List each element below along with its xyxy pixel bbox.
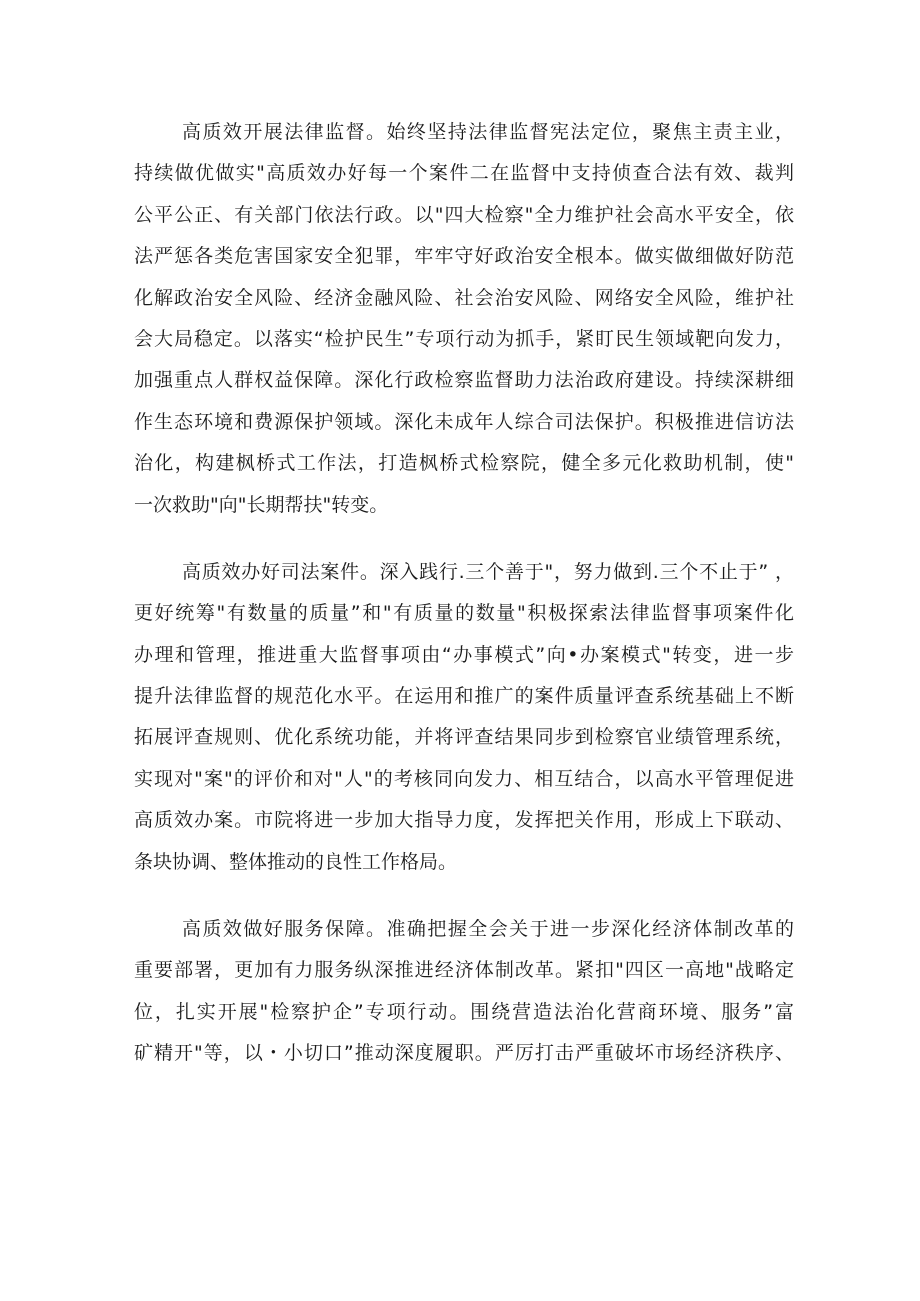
paragraph-service-guarantee <box>134 909 794 1075</box>
paragraph-line: 治化，构建枫桥式工作法，打造枫桥式检察院，健全多元化救助机制，使" <box>134 452 794 475</box>
paragraph-line: 办理和管理，推进重大监督事项由“办事模式”向•办案模式"转变，进一步 <box>134 643 794 666</box>
paragraph-line: 矿精开"等，以・小切口”推动深度履职。严厉打击严重破坏市场经济秩序、 <box>134 1042 794 1065</box>
paragraph-line: 高质效办案。市院将进一步加大指导力度，发挥把关作用，形成上下联动、 <box>134 809 794 832</box>
paragraph-line: 作生态环境和费源保护领域。深化未成年人综合司法保护。积极推进信访法 <box>134 410 794 433</box>
document-body <box>134 112 794 1101</box>
paragraph-line: 更好统筹"有数量的质量”和"有质量的数量"积极探索法律监督事项案件化 <box>134 602 794 625</box>
paragraph-judicial-cases <box>134 552 794 883</box>
paragraph-line: 加强重点人群权益保障。深化行政检察监督助力法治政府建设。持续深耕细 <box>134 369 794 392</box>
paragraph-line: 位，扎实开展"检察护企”专项行动。围绕营造法治化营商环境、服务”富 <box>134 1000 794 1023</box>
paragraph-line: 高质效做好服务保障。准确把握全会关于进一步深化经济体制改革的 <box>182 918 794 941</box>
paragraph-line: 一次救助"向"长期帮扶"转变。 <box>134 493 389 516</box>
paragraph-line: 化解政治安全风险、经济金融风险、社会治安风险、网络安全风险，维护社 <box>134 286 794 309</box>
paragraph-line: 高质效开展法律监督。始终坚持法律监督宪法定位，聚焦主责主业， <box>182 121 794 143</box>
paragraph-line: 实现对"案"的评价和对"人"的考核同向发力、相互结合，以高水平管理促进 <box>134 767 794 790</box>
paragraph-line: 条块协调、整体推动的良性工作格局。 <box>134 850 458 873</box>
paragraph-line: 高质效办好司法案件。深入践行.三个善于"，努力做到.三个不止于” ， <box>182 560 794 583</box>
paragraph-line: 持续做优做实"高质效办好每一个案件二在监督中支持侦查合法有效、裁判 <box>134 162 794 185</box>
paragraph-line: 会大局稳定。以落实“检护民生”专项行动为抓手，紧盯民生领域靶向发力， <box>134 327 794 350</box>
paragraph-line: 公平公正、有关部门依法行政。以"四大检察"全力维护社会高水平安全，依 <box>134 203 794 226</box>
paragraph-line: 重要部署，更加有力服务纵深推进经济体制改革。紧扣"四区一高地"战略定 <box>134 959 794 982</box>
paragraph-legal-supervision <box>134 112 794 526</box>
paragraph-line: 提升法律监督的规范化水平。在运用和推广的案件质量评查系统基础上不断 <box>134 685 794 708</box>
paragraph-line: 法严惩各类危害国家安全犯罪，牢牢守好政治安全根本。做实做细做好防范 <box>134 245 794 268</box>
paragraph-line: 拓展评查规则、优化系统功能，并将评查结果同步到检察官业绩管理系统， <box>134 726 794 749</box>
